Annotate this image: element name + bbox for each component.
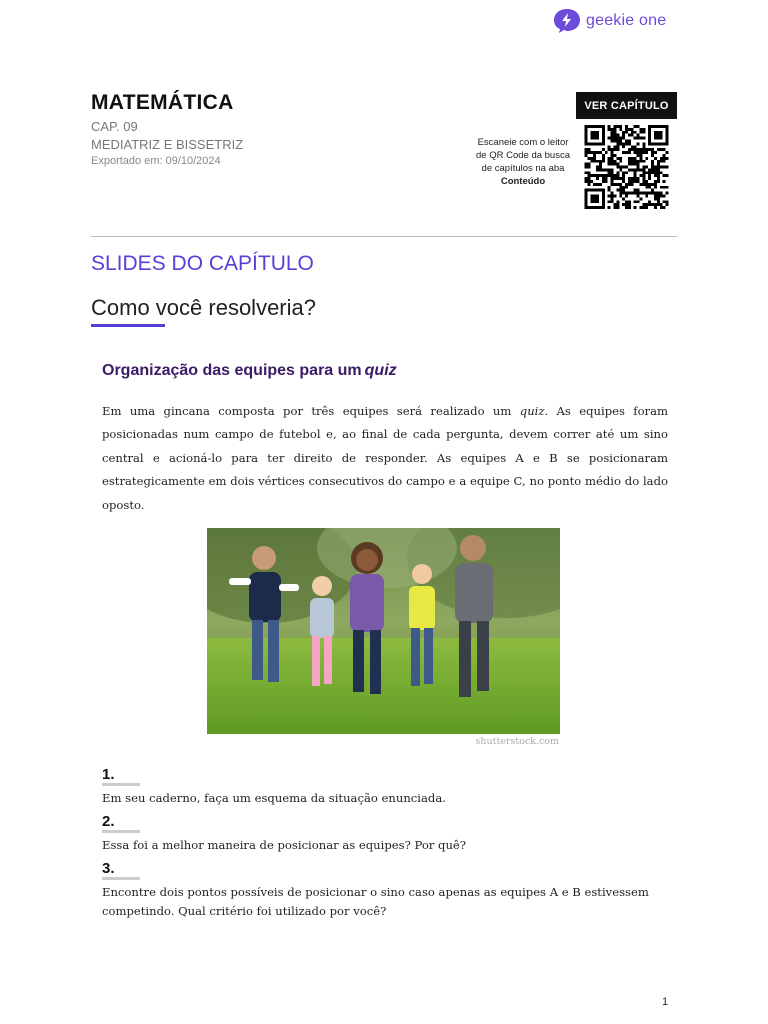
paragraph-part-2: . As equipes foram posicionadas num campo de futebol e, ao final de cada pergunta, devem correr até um sino central e acioná-lo para ter direito de responder. As equipes A e B se posicionaram estrategicamente em dois vértices consecutivos do campo e a equipe C, no ponto médio do lado oposto. (102, 404, 669, 512)
qr-code-icon[interactable] (582, 125, 671, 209)
slide-title-underline (91, 324, 165, 327)
question-item (102, 860, 662, 921)
paragraph-italic: quiz (519, 404, 545, 418)
section-title: SLIDES DO CAPÍTULO (91, 252, 314, 275)
article-title (102, 362, 397, 380)
children-running-photo (207, 528, 560, 734)
question-number-bar (102, 783, 140, 786)
article-title-italic: quiz (364, 362, 397, 379)
slide-title: Como você resolveria? (91, 295, 316, 320)
photo-illustration (207, 528, 560, 734)
question-text: Essa foi a melhor maneira de posicionar as equipes? Por quê? (102, 838, 466, 852)
question-number: 3. (102, 860, 115, 877)
photo-credit: shutterstock.com (475, 736, 559, 747)
question-item (102, 813, 662, 855)
question-text: Encontre dois pontos possíveis de posicionar o sino caso apenas as equipes A e B estivessem competindo. Qual critério foi utilizado por você? (102, 885, 649, 918)
question-item (102, 766, 662, 808)
paragraph-part-1: Em uma gincana composta por três equipes será realizado um (102, 404, 512, 418)
brand-name: geekie one (586, 12, 667, 29)
brand-logo (553, 8, 666, 34)
question-number: 1. (102, 766, 115, 783)
article-title-text: Organização das equipes para um (102, 362, 362, 379)
question-number-bar (102, 830, 140, 833)
question-text: Em seu caderno, faça um esquema da situação enunciada. (102, 791, 446, 805)
qr-caption (476, 136, 570, 188)
header-divider (91, 236, 677, 237)
view-chapter-button[interactable]: VER CAPÍTULO (576, 92, 677, 119)
qr-caption-bold: Conteúdo (500, 176, 546, 187)
question-number: 2. (102, 813, 115, 830)
chapter-title: MEDIATRIZ E BISSETRIZ (91, 137, 244, 152)
chapter-number: CAP. 09 (91, 119, 138, 134)
page-number: 1 (662, 996, 669, 1008)
subject-title: MATEMÁTICA (91, 91, 234, 114)
lightning-bubble-icon (553, 8, 581, 34)
question-number-bar (102, 877, 140, 880)
qr-caption-text: Escaneie com o leitor de QR Code da busca de capítulos na aba (476, 137, 571, 174)
article-paragraph (102, 400, 668, 517)
export-date: Exportado em: 09/10/2024 (91, 155, 221, 167)
